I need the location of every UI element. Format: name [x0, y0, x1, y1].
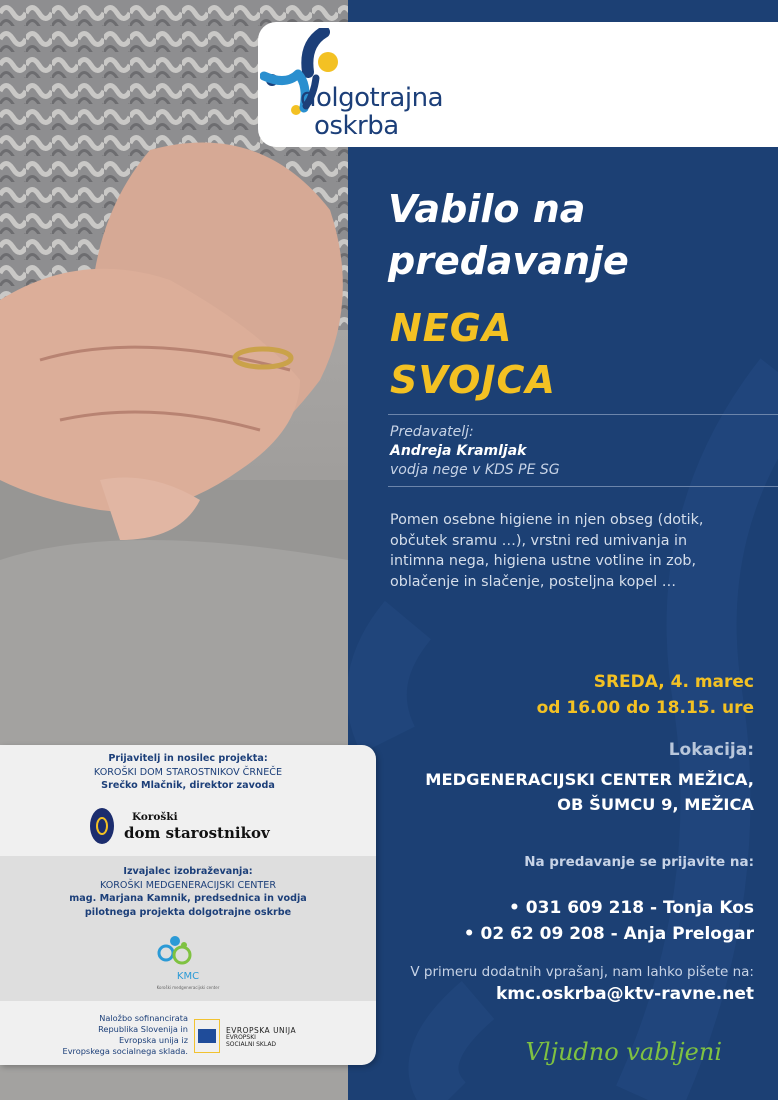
logo-line2: oskrba	[314, 111, 399, 141]
phone-anja[interactable]: • 02 62 09 208 - Anja Prelogar	[463, 924, 754, 944]
partners-panel	[0, 745, 376, 1065]
funding-text	[40, 1013, 188, 1057]
title-line1: Vabilo na	[388, 187, 586, 231]
lecturer-label: Predavatelj:	[390, 424, 474, 440]
funding-line1: Naložbo sofinancirata	[99, 1013, 188, 1023]
lecture-description: Pomen osebne higiene in njen obseg (dotik, občutek sramu …), vrstni red umivanja in intimna nega, higiena ustne votline in zob, oblačenje in slačenje, posteljna kopel …	[390, 512, 704, 590]
applicant-section	[0, 745, 376, 856]
kmc-acronym: KMC	[176, 971, 200, 982]
lecturer-name: Andreja Kramljak	[390, 443, 527, 459]
eu-fund-logo-text	[226, 1027, 296, 1048]
event-day: SREDA, 4. marec	[593, 672, 754, 692]
provider-text	[0, 865, 376, 919]
provider-person-line1: mag. Marjana Kamnik, predsednica in vodja	[69, 893, 307, 904]
location-line1: MEDGENERACIJSKI CENTER MEŽICA,	[425, 770, 754, 789]
eu-line1: EVROPSKA UNIJA	[226, 1026, 297, 1035]
kds-logo-text	[124, 809, 270, 841]
divider-top	[388, 414, 778, 415]
kds-logo-line2: dom starostnikov	[124, 824, 270, 842]
logo-line1: dolgotrajna	[300, 83, 443, 113]
kmc-logo-text	[0, 971, 376, 993]
registration-phones	[464, 895, 754, 947]
page-title	[388, 183, 629, 287]
event-datetime	[537, 669, 754, 721]
phone-tonja[interactable]: • 031 609 218 - Tonja Kos	[509, 898, 754, 918]
funding-line4: Evropskega socialnega sklada.	[62, 1046, 188, 1056]
kds-logo-icon	[90, 808, 114, 844]
funding-line3: Evropska unija iz	[118, 1035, 188, 1045]
event-time: od 16.00 do 18.15. ure	[536, 698, 754, 718]
applicant-text	[0, 752, 376, 793]
lecturer-block	[390, 423, 560, 480]
contact-email-link[interactable]: kmc.oskrba@ktv-ravne.net	[495, 984, 754, 1004]
funding-line2: Republika Slovenija in	[98, 1024, 188, 1034]
eu-line2: EVROPSKI	[226, 1034, 256, 1041]
applicant-org: KOROŠKI DOM STAROSTNIKOV ČRNEČE	[93, 766, 283, 778]
provider-org: KOROŠKI MEDGENERACIJSKI CENTER	[99, 879, 277, 891]
kmc-fullname: Koroški medgeneracijski center	[156, 985, 220, 990]
location-label: Lokacija:	[668, 740, 754, 760]
title-line2: predavanje	[388, 239, 629, 283]
applicant-label: Prijavitelj in nosilec projekta:	[108, 753, 268, 764]
lecture-subject	[390, 302, 556, 406]
eu-line3: SOCIALNI SKLAD	[226, 1041, 277, 1048]
location-address	[425, 767, 754, 817]
divider-bottom	[388, 486, 778, 487]
subject-line1: NEGA	[390, 306, 513, 350]
closing-greeting: Vljudno vabljeni	[525, 1038, 722, 1066]
logo-wordmark	[300, 84, 443, 140]
registration-label: Na predavanje se prijavite na:	[524, 854, 754, 870]
eu-flag-icon	[194, 1019, 220, 1053]
kmc-logo-icon	[157, 933, 193, 969]
provider-label: Izvajalec izobraževanja:	[123, 866, 253, 877]
location-line2: OB ŠUMCU 9, MEŽICA	[557, 795, 754, 814]
applicant-person: Srečko Mlačnik, direktor zavoda	[101, 780, 275, 791]
subject-line2: SVOJCA	[390, 358, 556, 402]
kds-logo-line1: Koroški	[132, 811, 178, 823]
provider-person-line2: pilotnega projekta dolgotrajne oskrbe	[84, 906, 292, 918]
lecturer-role: vodja nege v KDS PE SG	[390, 462, 560, 478]
more-info-text: V primeru dodatnih vprašanj, nam lahko pišete na:	[410, 964, 754, 980]
